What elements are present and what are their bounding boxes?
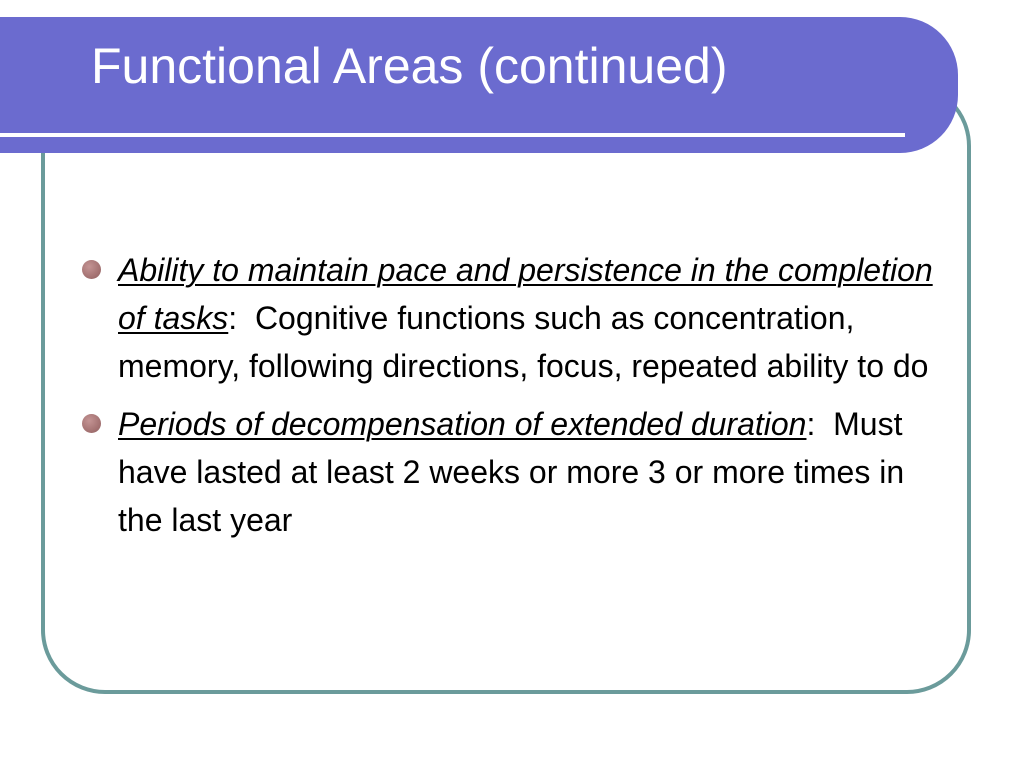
bullet-item-decompensation (82, 400, 952, 544)
bullet-item-pace-persistence (82, 246, 952, 390)
bullet-description: Cognitive functions such as concentration, memory, following directions, focus, repeated ability to do (118, 300, 929, 384)
bullet-circle-icon (82, 260, 101, 279)
bullet-circle-icon (82, 414, 101, 433)
bullet-description: Must have lasted at least 2 weeks or more 3 or more times in the last year (118, 406, 914, 538)
bullet-term: Periods of decompensation of extended duration (118, 406, 807, 442)
slide-title: Functional Areas (continued) (91, 38, 728, 94)
bullet-list (82, 246, 952, 554)
title-divider (0, 133, 905, 137)
bullet-term: Ability to maintain pace and persistence in the completion of tasks (118, 252, 933, 336)
bullet-separator: : (228, 300, 238, 336)
bullet-separator: : (806, 406, 816, 442)
